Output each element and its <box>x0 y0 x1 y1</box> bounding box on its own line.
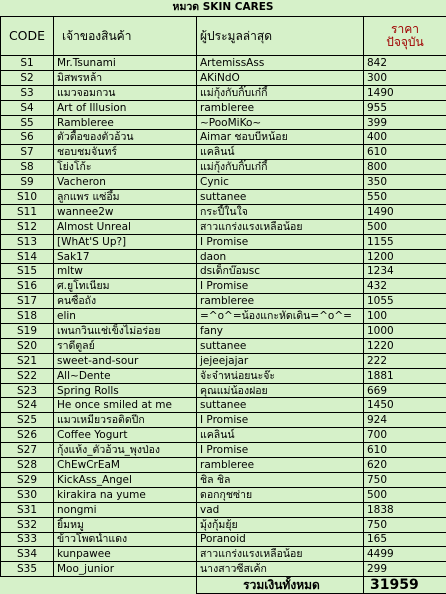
cell-bidder: =^o^=น้องแกะหัดเดิน=^o^= <box>197 309 364 324</box>
table-row <box>1 517 446 532</box>
cell-bidder: rambleree <box>197 100 364 115</box>
cell-code: S35 <box>1 562 54 577</box>
cell-owner: wannee2w <box>54 204 197 219</box>
cell-code: S26 <box>1 428 54 443</box>
cell-owner: elin <box>54 309 197 324</box>
cell-bidder: Aimar ชอบบีหน้อย <box>197 130 364 145</box>
cell-price: 432 <box>364 279 446 294</box>
table-row <box>1 443 446 458</box>
cell-owner: ศ.ยูโทเนียม <box>54 279 197 294</box>
total-value: 31959 <box>364 577 446 594</box>
cell-bidder: I Promise <box>197 234 364 249</box>
cell-code: S3 <box>1 85 54 100</box>
cell-code: S21 <box>1 353 54 368</box>
table-row <box>1 190 446 205</box>
cell-code: S18 <box>1 309 54 324</box>
cell-code: S30 <box>1 487 54 502</box>
cell-owner: kunpawee <box>54 547 197 562</box>
cell-price: 550 <box>364 190 446 205</box>
cell-code: S34 <box>1 547 54 562</box>
cell-price: 1881 <box>364 368 446 383</box>
cell-price: 1450 <box>364 398 446 413</box>
table-row <box>1 428 446 443</box>
cell-bidder: ชิล ชิล <box>197 472 364 487</box>
cell-owner: Mr.Tsunami <box>54 56 197 71</box>
cell-bidder: Cynic <box>197 175 364 190</box>
cell-owner: Sak17 <box>54 249 197 264</box>
cell-price: 924 <box>364 413 446 428</box>
cell-owner: sweet-and-sour <box>54 353 197 368</box>
cell-code: S15 <box>1 264 54 279</box>
cell-bidder: แคลินน์ <box>197 145 364 160</box>
total-row <box>1 577 446 594</box>
cell-code: S17 <box>1 294 54 309</box>
total-label: รวมเงินทั้งหมด <box>197 577 364 594</box>
cell-code: S23 <box>1 383 54 398</box>
cell-code: S7 <box>1 145 54 160</box>
table-row <box>1 368 446 383</box>
header-bidder: ผู้ประมูลล่าสุด <box>197 17 364 56</box>
cell-code: S32 <box>1 517 54 532</box>
table-row <box>1 487 446 502</box>
cell-price: 1220 <box>364 338 446 353</box>
cell-bidder: rambleree <box>197 458 364 473</box>
cell-owner: [WhAt'S Up?] <box>54 234 197 249</box>
cell-bidder: กระปี้ในใจ <box>197 204 364 219</box>
cell-price: 620 <box>364 458 446 473</box>
table-row <box>1 383 446 398</box>
cell-owner: ตัวตื้อของตัวอ้วน <box>54 130 197 145</box>
cell-code: S12 <box>1 219 54 234</box>
cell-price: 300 <box>364 70 446 85</box>
cell-price: 1055 <box>364 294 446 309</box>
cell-code: S1 <box>1 56 54 71</box>
cell-bidder: Poranoid <box>197 532 364 547</box>
cell-price: 165 <box>364 532 446 547</box>
cell-bidder: vad <box>197 502 364 517</box>
cell-price: 400 <box>364 130 446 145</box>
cell-bidder: คุณแม่น้องฝอย <box>197 383 364 398</box>
table-row <box>1 234 446 249</box>
table-row <box>1 324 446 339</box>
cell-price: 800 <box>364 160 446 175</box>
table-row <box>1 532 446 547</box>
table-row <box>1 502 446 517</box>
cell-owner: Moo_junior <box>54 562 197 577</box>
cell-owner: He once smiled at me <box>54 398 197 413</box>
cell-owner: Art of Illusion <box>54 100 197 115</box>
header-owner: เจ้าของสินค้า <box>54 17 197 56</box>
cell-price: 610 <box>364 443 446 458</box>
cell-bidder: แคลินน์ <box>197 428 364 443</box>
cell-price: 1155 <box>364 234 446 249</box>
cell-bidder: I Promise <box>197 279 364 294</box>
cell-bidder: มุ้งกุ้มยุ้ย <box>197 517 364 532</box>
table-row <box>1 204 446 219</box>
cell-code: S20 <box>1 338 54 353</box>
table-row <box>1 338 446 353</box>
table-row <box>1 249 446 264</box>
table-row <box>1 458 446 473</box>
auction-table <box>0 16 446 594</box>
cell-bidder: สาวแกร่งแรงเหลือน้อย <box>197 547 364 562</box>
table-row <box>1 70 446 85</box>
cell-owner: แมวจอมกวน <box>54 85 197 100</box>
cell-owner: คนซื่อถัง <box>54 294 197 309</box>
cell-price: 500 <box>364 219 446 234</box>
cell-price: 842 <box>364 56 446 71</box>
header-row <box>1 17 446 56</box>
table-row <box>1 145 446 160</box>
cell-owner: กุ้งแห้ง_ตัวอ้วน_พุงป่อง <box>54 443 197 458</box>
cell-code: S27 <box>1 443 54 458</box>
table-row <box>1 472 446 487</box>
cell-price: 700 <box>364 428 446 443</box>
cell-bidder: ดอกกุชซ่าย <box>197 487 364 502</box>
table-row <box>1 264 446 279</box>
table-row <box>1 413 446 428</box>
cell-price: 350 <box>364 175 446 190</box>
table-row <box>1 547 446 562</box>
cell-bidder: suttanee <box>197 398 364 413</box>
cell-owner: ข้าวโพดน้ำแดง <box>54 532 197 547</box>
cell-owner: All~Dente <box>54 368 197 383</box>
table-row <box>1 219 446 234</box>
cell-bidder: ArtemissAss <box>197 56 364 71</box>
cell-owner: ChEwCrEaM <box>54 458 197 473</box>
cell-bidder: I Promise <box>197 413 364 428</box>
cell-owner: แมวเหมียวรอติดปีก <box>54 413 197 428</box>
cell-bidder: jejeejajar <box>197 353 364 368</box>
cell-owner: เพนกวินแช่เข็งไม่อร่อย <box>54 324 197 339</box>
cell-bidder: AKiNdO <box>197 70 364 85</box>
table-row <box>1 56 446 71</box>
cell-code: S22 <box>1 368 54 383</box>
table-row <box>1 279 446 294</box>
cell-code: S33 <box>1 532 54 547</box>
cell-code: S6 <box>1 130 54 145</box>
cell-price: 100 <box>364 309 446 324</box>
cell-price: 610 <box>364 145 446 160</box>
cell-price: 1234 <box>364 264 446 279</box>
cell-owner: ราดีตูลย์ <box>54 338 197 353</box>
cell-price: 299 <box>364 562 446 577</box>
cell-bidder: suttanee <box>197 338 364 353</box>
cell-code: S25 <box>1 413 54 428</box>
cell-owner: ลูกแพร แซ่อึ้ม <box>54 190 197 205</box>
header-price-line2: ปัจจุบัน <box>386 35 424 49</box>
cell-price: 669 <box>364 383 446 398</box>
cell-bidder: suttanee <box>197 190 364 205</box>
cell-price: 955 <box>364 100 446 115</box>
header-code: CODE <box>1 17 54 56</box>
table-row <box>1 85 446 100</box>
table-row <box>1 175 446 190</box>
cell-price: 1000 <box>364 324 446 339</box>
cell-bidder: fany <box>197 324 364 339</box>
cell-owner: nongmi <box>54 502 197 517</box>
table-row <box>1 115 446 130</box>
cell-bidder: แม่กุ้งกับกิ๊บเก๋กี้ <box>197 160 364 175</box>
cell-code: S31 <box>1 502 54 517</box>
cell-owner: ยิ้มหมู <box>54 517 197 532</box>
cell-code: S19 <box>1 324 54 339</box>
cell-code: S13 <box>1 234 54 249</box>
table-row <box>1 130 446 145</box>
cell-bidder: สาวแกร่งแรงเหลือน้อย <box>197 219 364 234</box>
header-price <box>364 17 446 56</box>
cell-owner: Almost Unreal <box>54 219 197 234</box>
cell-bidder: จัะจ๋าหน่อยนะจ๊ะ <box>197 368 364 383</box>
cell-code: S24 <box>1 398 54 413</box>
cell-owner: Rambleree <box>54 115 197 130</box>
cell-owner: KickAss_Angel <box>54 472 197 487</box>
cell-code: S11 <box>1 204 54 219</box>
cell-price: 750 <box>364 517 446 532</box>
cell-code: S14 <box>1 249 54 264</box>
cell-bidder: ~PooMiKo~ <box>197 115 364 130</box>
table-row <box>1 294 446 309</box>
cell-bidder: rambleree <box>197 294 364 309</box>
cell-price: 500 <box>364 487 446 502</box>
cell-code: S28 <box>1 458 54 473</box>
table-row <box>1 309 446 324</box>
cell-price: 399 <box>364 115 446 130</box>
table-row <box>1 398 446 413</box>
cell-bidder: แม่กุ้งกับกิ๊บเก๋กี้ <box>197 85 364 100</box>
cell-code: S16 <box>1 279 54 294</box>
cell-price: 1490 <box>364 204 446 219</box>
cell-owner: mltw <box>54 264 197 279</box>
cell-owner: โย่งโก้ะ <box>54 160 197 175</box>
table-row <box>1 562 446 577</box>
cell-code: S5 <box>1 115 54 130</box>
cell-price: 1490 <box>364 85 446 100</box>
cell-owner: ชอบชมจันทร์ <box>54 145 197 160</box>
cell-bidder: นางสาวซีสเค้ก <box>197 562 364 577</box>
cell-bidder: dsเด็กบ๊อมsc <box>197 264 364 279</box>
cell-code: S9 <box>1 175 54 190</box>
cell-owner: มิสพรหล้า <box>54 70 197 85</box>
cell-owner: Spring Rolls <box>54 383 197 398</box>
cell-code: S8 <box>1 160 54 175</box>
sheet-title: หมวด SKIN CARES <box>0 0 446 15</box>
cell-price: 222 <box>364 353 446 368</box>
cell-code: S2 <box>1 70 54 85</box>
cell-owner: Coffee Yogurt <box>54 428 197 443</box>
header-price-line1: ราคา <box>391 22 419 36</box>
table-row <box>1 160 446 175</box>
cell-price: 1200 <box>364 249 446 264</box>
cell-bidder: daon <box>197 249 364 264</box>
table-row <box>1 100 446 115</box>
cell-price: 1838 <box>364 502 446 517</box>
cell-code: S10 <box>1 190 54 205</box>
table-row <box>1 353 446 368</box>
cell-price: 4499 <box>364 547 446 562</box>
cell-code: S29 <box>1 472 54 487</box>
cell-owner: Vacheron <box>54 175 197 190</box>
cell-price: 750 <box>364 472 446 487</box>
cell-owner: kirakira na yume <box>54 487 197 502</box>
cell-bidder: I Promise <box>197 443 364 458</box>
cell-code: S4 <box>1 100 54 115</box>
